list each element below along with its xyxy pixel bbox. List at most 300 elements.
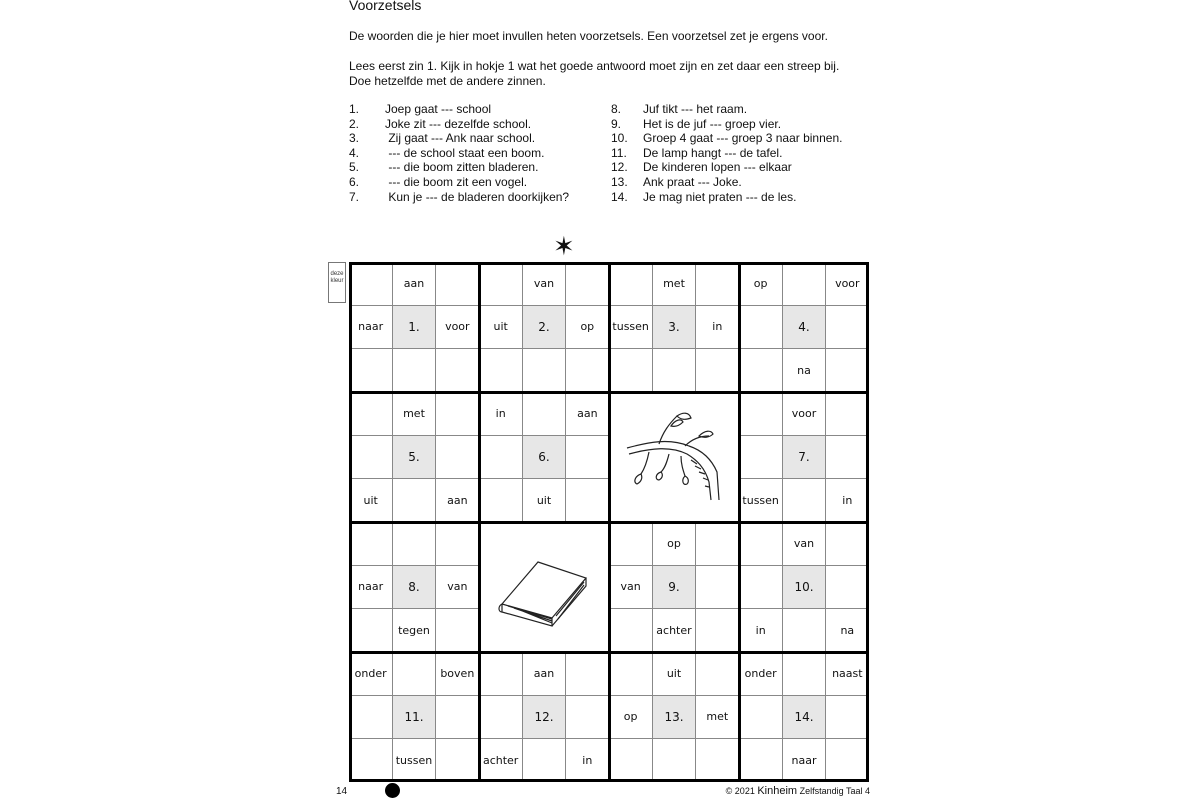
empty-cell[interactable] xyxy=(566,695,609,738)
empty-cell[interactable] xyxy=(349,609,392,652)
sentence-text: De kinderen lopen --- elkaar xyxy=(643,160,792,175)
cell-divider xyxy=(825,565,826,608)
sentence-number: 1. xyxy=(349,102,360,116)
answer-cell[interactable]: 10. xyxy=(782,565,825,608)
empty-cell[interactable] xyxy=(479,349,522,392)
cell-divider xyxy=(566,695,609,696)
cell-divider xyxy=(739,348,782,349)
answer-cell[interactable]: 11. xyxy=(392,695,435,738)
empty-cell[interactable] xyxy=(349,262,392,305)
empty-cell[interactable] xyxy=(782,479,825,522)
cell-divider xyxy=(435,262,436,305)
empty-cell[interactable] xyxy=(826,435,869,478)
empty-cell[interactable] xyxy=(826,565,869,608)
cell-divider xyxy=(479,348,522,349)
puzzle-grid xyxy=(349,262,869,782)
answer-cell[interactable]: 14. xyxy=(782,695,825,738)
empty-cell[interactable] xyxy=(826,695,869,738)
empty-cell[interactable] xyxy=(782,609,825,652)
sentence-item xyxy=(349,190,569,205)
word-cell[interactable]: uit xyxy=(666,667,682,681)
cell-divider xyxy=(392,435,435,436)
empty-cell[interactable] xyxy=(349,695,392,738)
book-icon xyxy=(479,522,609,652)
cell-divider xyxy=(652,695,695,696)
cell-divider xyxy=(392,565,393,608)
empty-cell[interactable] xyxy=(652,349,695,392)
word-cell[interactable]: met xyxy=(663,277,685,291)
star-icon: ✶ xyxy=(553,232,575,262)
sentence-number: 3. xyxy=(349,131,360,146)
empty-cell[interactable] xyxy=(739,305,782,348)
word-cell[interactable]: voor xyxy=(445,320,470,334)
word-cell[interactable]: aan xyxy=(403,277,425,291)
empty-cell[interactable] xyxy=(436,522,479,565)
answer-cell[interactable]: 13. xyxy=(652,695,695,738)
cell-divider xyxy=(522,435,565,436)
cell-divider xyxy=(349,305,392,306)
sentence-text: Joep gaat --- school xyxy=(385,102,492,116)
word-cell[interactable]: in xyxy=(842,493,853,507)
sentence-list-left xyxy=(349,102,569,204)
cell-divider xyxy=(522,349,523,392)
cell-divider xyxy=(565,479,566,522)
word-cell[interactable]: onder xyxy=(744,667,777,681)
cell-divider xyxy=(609,738,652,739)
empty-cell[interactable] xyxy=(436,392,479,435)
word-cell[interactable]: in xyxy=(582,753,593,767)
word-cell[interactable]: naar xyxy=(358,320,384,334)
answer-cell[interactable]: 5. xyxy=(392,435,435,478)
cell-divider xyxy=(695,652,696,695)
cell-divider xyxy=(825,392,826,435)
empty-cell[interactable] xyxy=(436,739,479,782)
cell-divider xyxy=(652,348,695,349)
cell-divider xyxy=(825,435,826,478)
cell-divider xyxy=(782,435,825,436)
cell-divider xyxy=(349,695,392,696)
cell-divider xyxy=(826,305,869,306)
empty-cell[interactable] xyxy=(522,392,565,435)
cell-divider xyxy=(782,565,825,566)
cell-divider xyxy=(565,652,566,695)
answer-cell[interactable]: 7. xyxy=(782,435,825,478)
empty-cell[interactable] xyxy=(349,435,392,478)
sentence-number: 13. xyxy=(611,174,628,189)
cell-divider xyxy=(566,348,609,349)
answer-cell[interactable]: 6. xyxy=(522,435,565,478)
word-cell[interactable]: tussen xyxy=(395,753,433,767)
sentence-item xyxy=(349,175,569,190)
sentence-text: --- die boom zit een vogel. xyxy=(385,174,528,189)
cell-divider xyxy=(435,349,436,392)
empty-cell[interactable] xyxy=(522,349,565,392)
cell-divider xyxy=(435,565,436,608)
word-cell[interactable]: uit xyxy=(493,320,508,334)
cell-divider xyxy=(696,695,739,696)
word-cell[interactable]: aan xyxy=(447,493,468,507)
word-cell[interactable]: met xyxy=(706,710,729,724)
word-cell[interactable]: naast xyxy=(832,667,863,681)
cell-divider xyxy=(652,738,695,739)
cell-divider xyxy=(436,435,479,436)
cell-divider xyxy=(825,695,826,738)
cell-divider xyxy=(565,695,566,738)
empty-cell[interactable] xyxy=(436,695,479,738)
cell-divider xyxy=(825,262,826,305)
cell-divider xyxy=(825,652,826,695)
empty-cell[interactable] xyxy=(739,349,782,392)
empty-cell[interactable] xyxy=(739,392,782,435)
sentence-number: 14. xyxy=(611,189,628,204)
cell-divider xyxy=(392,479,393,522)
cell-divider xyxy=(435,435,436,478)
cell-divider xyxy=(392,695,393,738)
empty-cell[interactable] xyxy=(826,522,869,565)
empty-cell[interactable] xyxy=(696,565,739,608)
cell-divider xyxy=(695,349,696,392)
empty-cell[interactable] xyxy=(349,522,392,565)
sentence-number: 7. xyxy=(349,189,360,204)
cell-divider xyxy=(652,565,653,608)
cell-divider xyxy=(435,305,436,348)
empty-cell[interactable] xyxy=(652,739,695,782)
empty-cell[interactable] xyxy=(826,349,869,392)
empty-cell[interactable] xyxy=(436,435,479,478)
cell-divider xyxy=(782,478,825,479)
cell-divider xyxy=(522,652,523,695)
empty-cell[interactable] xyxy=(826,392,869,435)
empty-cell[interactable] xyxy=(566,652,609,695)
word-cell[interactable]: onder xyxy=(354,667,387,681)
cell-divider xyxy=(782,695,825,696)
cell-divider xyxy=(565,739,566,782)
cell-divider xyxy=(392,522,393,565)
word-cell[interactable]: van xyxy=(620,580,641,594)
sentence-item xyxy=(349,117,569,132)
word-cell[interactable]: in xyxy=(755,623,766,637)
answer-cell[interactable]: 2. xyxy=(522,305,565,348)
cell-divider xyxy=(695,609,696,652)
cell-divider xyxy=(782,348,825,349)
answer-cell[interactable]: 9. xyxy=(652,565,695,608)
sentence-number: 11. xyxy=(611,145,627,160)
cell-divider xyxy=(392,262,393,305)
word-cell[interactable]: na xyxy=(797,363,811,377)
empty-cell[interactable] xyxy=(479,695,522,738)
cell-divider xyxy=(826,348,869,349)
empty-cell[interactable] xyxy=(739,565,782,608)
color-swatch[interactable] xyxy=(328,262,346,303)
word-cell[interactable]: achter xyxy=(482,753,519,767)
cell-divider xyxy=(392,608,435,609)
cell-divider xyxy=(652,608,695,609)
sentence-number: 9. xyxy=(611,116,622,131)
word-cell[interactable]: van xyxy=(447,580,468,594)
cell-divider xyxy=(522,435,523,478)
empty-cell[interactable] xyxy=(392,349,435,392)
word-cell[interactable]: van xyxy=(793,537,815,551)
cell-divider xyxy=(479,695,522,696)
empty-cell[interactable] xyxy=(566,479,609,522)
cell-divider xyxy=(652,695,653,738)
cell-divider xyxy=(652,305,653,348)
cell-divider xyxy=(392,478,435,479)
empty-cell[interactable] xyxy=(782,262,825,305)
word-cell[interactable]: voor xyxy=(791,407,817,421)
empty-cell[interactable] xyxy=(349,349,392,392)
cell-divider xyxy=(479,305,522,306)
word-cell[interactable]: voor xyxy=(835,277,860,291)
cell-divider xyxy=(435,652,436,695)
empty-cell[interactable] xyxy=(739,435,782,478)
cell-divider xyxy=(436,348,479,349)
word-cell[interactable]: op xyxy=(753,277,768,291)
cell-divider xyxy=(825,349,826,392)
word-cell[interactable]: op xyxy=(667,537,681,551)
empty-cell[interactable] xyxy=(349,739,392,782)
cell-divider xyxy=(436,565,479,566)
cell-divider xyxy=(392,739,393,782)
cell-divider xyxy=(609,695,652,696)
cell-divider xyxy=(522,738,565,739)
cell-divider xyxy=(652,522,653,565)
cell-divider xyxy=(826,608,869,609)
cell-divider xyxy=(392,609,393,652)
word-cell[interactable]: tussen xyxy=(742,493,779,507)
word-cell[interactable]: naar xyxy=(358,580,384,594)
word-cell[interactable]: tegen xyxy=(398,623,430,637)
cell-divider xyxy=(652,652,653,695)
empty-cell[interactable] xyxy=(566,349,609,392)
empty-cell[interactable] xyxy=(609,609,652,652)
empty-cell[interactable] xyxy=(696,609,739,652)
word-cell[interactable]: met xyxy=(403,407,425,421)
series-title: Zelfstandig Taal 4 xyxy=(799,786,870,796)
cell-divider xyxy=(739,695,782,696)
empty-cell[interactable] xyxy=(696,522,739,565)
cell-divider xyxy=(522,478,565,479)
cell-divider xyxy=(436,695,479,696)
cell-divider xyxy=(782,652,783,695)
sentence-list-right xyxy=(611,102,842,204)
empty-cell[interactable] xyxy=(392,479,435,522)
cell-divider xyxy=(392,392,393,435)
swatch-label-1: deze xyxy=(330,271,344,277)
block-divider xyxy=(738,262,741,782)
sentence-number: 10. xyxy=(611,131,628,146)
copyright-text: © 2021 xyxy=(725,786,755,796)
answer-cell[interactable]: 12. xyxy=(522,695,565,738)
empty-cell[interactable] xyxy=(392,522,435,565)
empty-cell[interactable] xyxy=(826,739,869,782)
block-divider xyxy=(866,262,869,782)
cell-divider xyxy=(349,608,392,609)
cell-divider xyxy=(436,738,479,739)
cell-divider xyxy=(826,435,869,436)
cell-divider xyxy=(392,435,393,478)
sentence-text: De lamp hangt --- de tafel. xyxy=(643,145,783,160)
empty-cell[interactable] xyxy=(609,739,652,782)
cell-divider xyxy=(652,565,695,566)
word-cell[interactable]: in xyxy=(495,407,506,421)
cell-divider xyxy=(436,305,479,306)
sentence-text: --- de school staat een boom. xyxy=(385,145,545,160)
block-divider xyxy=(349,521,869,524)
word-cell[interactable]: van xyxy=(533,277,555,291)
sentence-text: Groep 4 gaat --- groep 3 naar binnen. xyxy=(643,131,843,146)
empty-cell[interactable] xyxy=(696,739,739,782)
cell-divider xyxy=(825,522,826,565)
word-cell[interactable]: in xyxy=(712,320,723,334)
empty-cell[interactable] xyxy=(566,435,609,478)
sentence-item xyxy=(611,175,842,190)
answer-cell[interactable]: 3. xyxy=(652,305,695,348)
cell-divider xyxy=(522,392,523,435)
cell-divider xyxy=(435,392,436,435)
cell-divider xyxy=(435,695,436,738)
word-cell[interactable]: uit xyxy=(363,493,378,507)
empty-cell[interactable] xyxy=(609,522,652,565)
empty-cell[interactable] xyxy=(566,262,609,305)
sentence-number: 8. xyxy=(611,102,622,116)
sentence-item xyxy=(349,102,569,117)
empty-cell[interactable] xyxy=(436,349,479,392)
sentence-number: 4. xyxy=(349,145,360,160)
word-cell[interactable]: achter xyxy=(656,623,692,637)
empty-cell[interactable] xyxy=(436,262,479,305)
sentence-item xyxy=(611,117,842,132)
cell-divider xyxy=(522,348,565,349)
empty-cell[interactable] xyxy=(696,262,739,305)
cell-divider xyxy=(782,738,825,739)
cell-divider xyxy=(609,565,652,566)
cell-divider xyxy=(739,565,782,566)
cell-divider xyxy=(349,565,392,566)
cell-divider xyxy=(782,479,783,522)
word-cell[interactable]: tussen xyxy=(612,320,649,334)
sentence-item xyxy=(349,146,569,161)
empty-cell[interactable] xyxy=(739,522,782,565)
cell-divider xyxy=(566,435,609,436)
word-cell[interactable]: na xyxy=(840,623,855,637)
cell-divider xyxy=(782,435,783,478)
cell-divider xyxy=(782,522,783,565)
sentence-number: 6. xyxy=(349,174,360,189)
empty-cell[interactable] xyxy=(479,435,522,478)
word-cell[interactable]: op xyxy=(623,710,638,724)
cell-divider xyxy=(522,305,565,306)
cell-divider xyxy=(826,695,869,696)
cell-divider xyxy=(565,305,566,348)
tree-branch-icon xyxy=(609,392,739,522)
cell-divider xyxy=(565,349,566,392)
word-cell[interactable]: uit xyxy=(536,493,552,507)
empty-cell[interactable] xyxy=(696,652,739,695)
word-cell[interactable]: naar xyxy=(791,753,817,767)
empty-cell[interactable] xyxy=(739,695,782,738)
cell-divider xyxy=(782,392,783,435)
cell-divider xyxy=(392,305,393,348)
answer-cell[interactable]: 4. xyxy=(782,305,825,348)
cell-divider xyxy=(565,392,566,435)
cell-divider xyxy=(825,305,826,348)
page-title: Voorzetsels xyxy=(349,0,422,13)
empty-cell[interactable] xyxy=(826,305,869,348)
cell-divider xyxy=(436,478,479,479)
cell-divider xyxy=(652,609,653,652)
cell-divider xyxy=(565,435,566,478)
empty-cell[interactable] xyxy=(392,652,435,695)
sentence-text: Zij gaat --- Ank naar school. xyxy=(385,131,536,146)
cell-divider xyxy=(695,262,696,305)
cell-divider xyxy=(566,478,609,479)
cell-divider xyxy=(782,349,783,392)
cell-divider xyxy=(479,738,522,739)
cell-divider xyxy=(392,738,435,739)
intro-text: De woorden die je hier moet invullen heten voorzetsels. Een voorzetsel zet je ergens voor. xyxy=(349,29,828,43)
page-number: 14 xyxy=(336,786,348,797)
cell-divider xyxy=(695,739,696,782)
dot-icon xyxy=(385,783,400,798)
word-cell[interactable]: aan xyxy=(533,667,555,681)
cell-divider xyxy=(739,305,782,306)
empty-cell[interactable] xyxy=(479,262,522,305)
word-cell[interactable]: op xyxy=(580,320,595,334)
empty-cell[interactable] xyxy=(696,349,739,392)
cell-divider xyxy=(739,608,782,609)
sentence-number: 5. xyxy=(349,160,360,175)
cell-divider xyxy=(695,695,696,738)
answer-cell[interactable]: 8. xyxy=(392,565,435,608)
answer-cell[interactable]: 1. xyxy=(392,305,435,348)
cell-divider xyxy=(392,565,435,566)
sentence-item xyxy=(611,160,842,175)
sentence-item xyxy=(611,146,842,161)
cell-divider xyxy=(826,738,869,739)
cell-divider xyxy=(392,305,435,306)
cell-divider xyxy=(695,305,696,348)
empty-cell[interactable] xyxy=(739,739,782,782)
empty-cell[interactable] xyxy=(479,652,522,695)
empty-cell[interactable] xyxy=(609,349,652,392)
empty-cell[interactable] xyxy=(479,479,522,522)
cell-divider xyxy=(696,348,739,349)
sentence-number: 2. xyxy=(349,116,360,131)
cell-divider xyxy=(349,478,392,479)
cell-divider xyxy=(392,652,393,695)
cell-divider xyxy=(435,479,436,522)
footer-credit xyxy=(726,785,870,797)
empty-cell[interactable] xyxy=(609,652,652,695)
cell-divider xyxy=(392,695,435,696)
cell-divider xyxy=(825,739,826,782)
cell-divider xyxy=(522,739,523,782)
instruction-line-1: Lees eerst zin 1. Kijk in hokje 1 wat het goede antwoord moet zijn en zet daar een streep bij. xyxy=(349,59,840,73)
empty-cell[interactable] xyxy=(436,609,479,652)
cell-divider xyxy=(479,478,522,479)
cell-divider xyxy=(782,609,783,652)
empty-cell[interactable] xyxy=(782,652,825,695)
empty-cell[interactable] xyxy=(609,262,652,305)
empty-cell[interactable] xyxy=(349,392,392,435)
cell-divider xyxy=(522,479,523,522)
empty-cell[interactable] xyxy=(522,739,565,782)
word-cell[interactable]: aan xyxy=(577,407,598,421)
cell-divider xyxy=(739,435,782,436)
word-cell[interactable]: boven xyxy=(440,667,475,681)
cell-divider xyxy=(826,478,869,479)
